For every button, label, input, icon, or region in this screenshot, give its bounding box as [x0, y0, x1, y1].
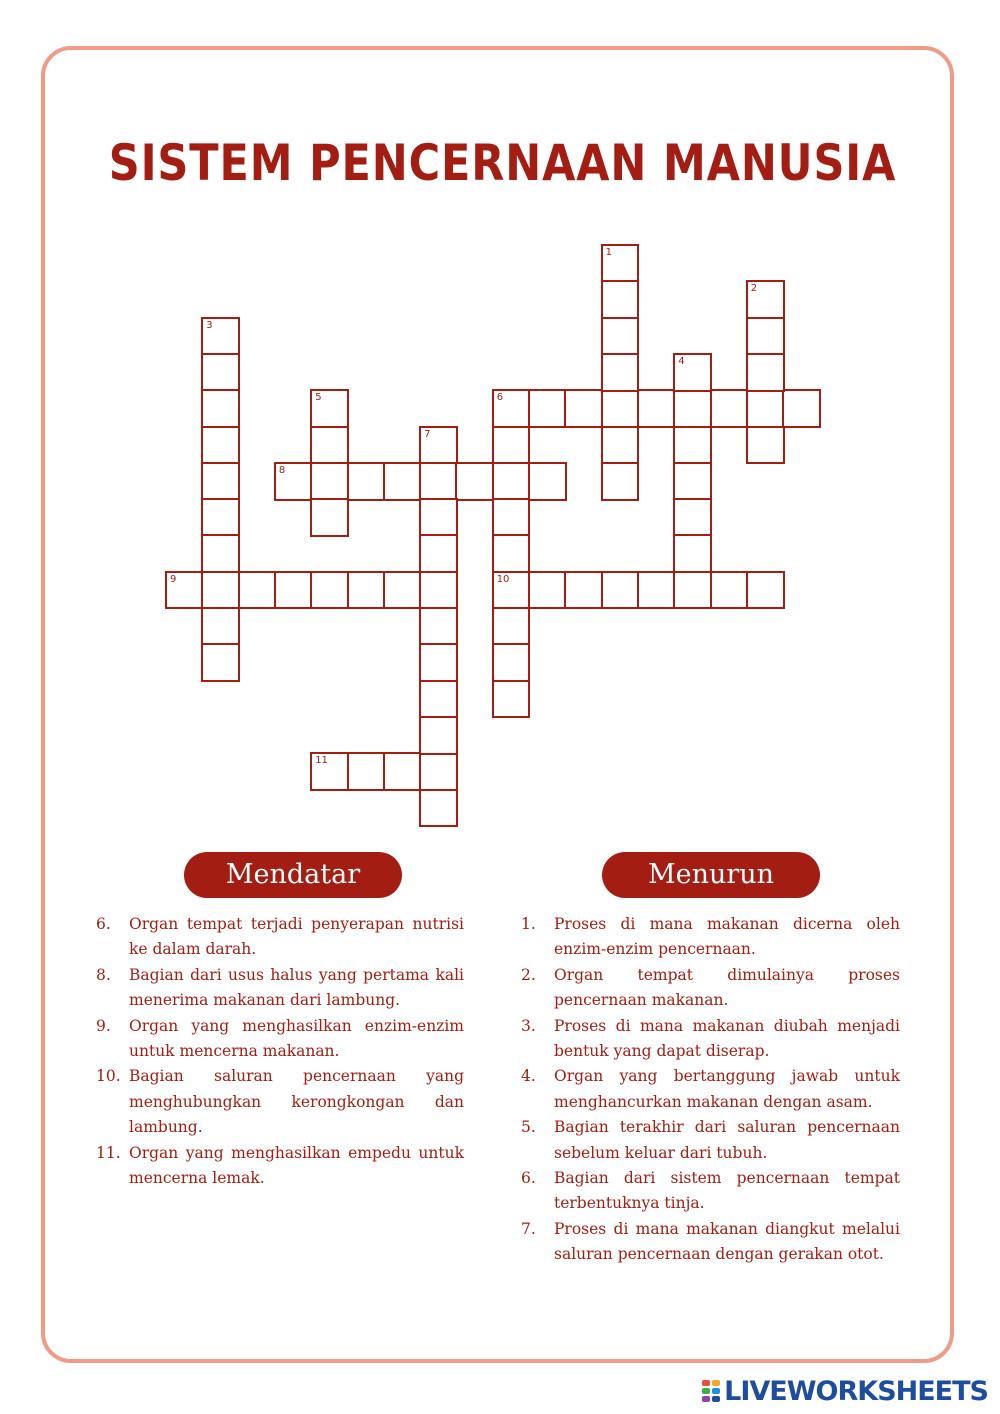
crossword-cell[interactable] [419, 680, 458, 719]
crossword-cell[interactable] [492, 680, 531, 719]
crossword-cell[interactable] [492, 389, 531, 428]
crossword-cell[interactable] [419, 571, 458, 610]
logo-square [702, 1388, 710, 1394]
page-title: SISTEM PENCERNAAN MANUSIA [108, 134, 897, 192]
across-clue-list [96, 912, 464, 1191]
crossword-cell[interactable] [492, 426, 531, 465]
clue-item [521, 963, 900, 1014]
logo-square [702, 1380, 710, 1386]
crossword-cell[interactable] [564, 571, 603, 610]
crossword-cell[interactable] [347, 571, 386, 610]
crossword-cell[interactable] [746, 571, 785, 610]
clue-number-label: 1 [605, 247, 612, 258]
crossword-cell[interactable] [637, 389, 676, 428]
crossword-cell[interactable] [492, 643, 531, 682]
clue-number-label: 11 [315, 755, 328, 767]
clue-number: 2. [521, 965, 536, 984]
crossword-cell[interactable] [419, 607, 458, 646]
crossword-cell[interactable] [201, 571, 240, 610]
crossword-cell[interactable] [310, 752, 349, 791]
crossword-cell[interactable] [419, 426, 458, 465]
crossword-cell[interactable] [601, 317, 640, 356]
crossword-cell[interactable] [601, 426, 640, 465]
crossword-cell[interactable] [310, 426, 349, 465]
clue-text: Organ yang bertanggung jawab untuk menghancurkan makanan dengan asam. [554, 1067, 900, 1111]
crossword-cell[interactable] [419, 462, 458, 501]
crossword-cell[interactable] [201, 317, 240, 356]
clue-item [96, 1064, 464, 1140]
crossword-cell[interactable] [201, 643, 240, 682]
crossword-cell[interactable] [710, 389, 749, 428]
clue-text: Bagian dari sistem pencernaan tempat terbentuknya tinja. [554, 1169, 900, 1213]
clue-number-label: 3 [206, 319, 213, 331]
crossword-cell[interactable] [673, 462, 712, 501]
crossword-cell[interactable] [201, 534, 240, 573]
across-heading: Mendatar [184, 852, 402, 898]
crossword-cell[interactable] [492, 498, 531, 537]
crossword-cell[interactable] [383, 752, 422, 791]
crossword-cell[interactable] [673, 571, 712, 610]
down-heading: Menurun [602, 852, 820, 898]
crossword-cell[interactable] [201, 353, 240, 392]
crossword-cell[interactable] [637, 571, 676, 610]
crossword-cell[interactable] [673, 498, 712, 537]
clue-number-label: 10 [496, 573, 510, 585]
crossword-cell[interactable] [419, 789, 458, 828]
logo-square [712, 1388, 720, 1394]
clue-item [96, 1141, 464, 1192]
clue-text: Bagian terakhir dari saluran pencernaan sebelum keluar dari tubuh. [554, 1118, 900, 1162]
clue-number-label: 2 [750, 283, 758, 295]
crossword-cell[interactable] [673, 389, 712, 428]
crossword-cell[interactable] [310, 462, 349, 501]
clue-text: Bagian saluran pencernaan yang menghubungkan kerongkongan dan lambung. [129, 1067, 464, 1137]
crossword-cell[interactable] [601, 389, 640, 428]
clue-text: Bagian dari usus halus yang pertama kali menerima makanan dari lambung. [129, 965, 464, 1010]
crossword-cell[interactable] [383, 462, 422, 501]
crossword-cell[interactable] [201, 389, 240, 428]
crossword-cell[interactable] [201, 498, 240, 537]
clue-item [521, 912, 900, 963]
brand-logo [701, 1376, 988, 1406]
clue-item [96, 912, 464, 963]
clue-number: 4. [521, 1067, 536, 1086]
clue-item [96, 1014, 464, 1065]
clue-number: 1. [521, 915, 536, 933]
clue-number: 9. [96, 1016, 111, 1035]
clue-item [521, 1166, 900, 1217]
clue-item [521, 1064, 900, 1115]
crossword-cell[interactable] [528, 571, 567, 610]
clue-number: 6. [96, 915, 111, 933]
logo-square [712, 1396, 720, 1402]
crossword-cell[interactable] [347, 752, 386, 791]
crossword-cell[interactable] [673, 353, 712, 392]
clue-number: 11. [96, 1143, 121, 1162]
logo-square [702, 1396, 710, 1402]
clue-item [521, 1014, 900, 1065]
crossword-cell[interactable] [601, 571, 640, 610]
crossword-cell[interactable] [564, 389, 603, 428]
crossword-cell[interactable] [201, 426, 240, 465]
crossword-cell[interactable] [419, 752, 458, 791]
logo-square [712, 1380, 720, 1386]
clue-number: 6. [521, 1169, 536, 1188]
clue-text: Proses di mana makanan dicerna oleh enzim-enzim pencernaan. [554, 915, 900, 959]
crossword-cell[interactable] [310, 389, 349, 428]
clue-number-label: 5 [315, 392, 322, 404]
clue-number: 7. [521, 1219, 536, 1238]
crossword-cell[interactable] [201, 462, 240, 501]
clue-item [521, 1217, 900, 1268]
clue-text: Organ yang menghasilkan enzim-enzim untuk mencerna makanan. [129, 1016, 464, 1061]
clue-text: Proses di mana makanan diangkut melalui saluran pencernaan dengan gerakan otot. [554, 1219, 900, 1264]
crossword-cell[interactable] [419, 498, 458, 537]
crossword-cell[interactable] [419, 534, 458, 573]
crossword-cell[interactable] [310, 571, 349, 610]
crossword-cell[interactable] [383, 571, 422, 610]
crossword-cell[interactable] [274, 462, 313, 501]
crossword-cell[interactable] [274, 571, 313, 610]
crossword-cell[interactable] [601, 244, 640, 283]
clue-text: Organ tempat dimulainya proses pencernaan makanan. [554, 965, 900, 1010]
crossword-cell[interactable] [238, 571, 277, 610]
clue-number-label: 6 [496, 392, 504, 404]
clue-number-label: 9 [170, 573, 177, 585]
crossword-cell[interactable] [528, 389, 567, 428]
liveworksheets-logo-icon [701, 1379, 721, 1403]
crossword-cell[interactable] [492, 462, 531, 501]
crossword-cell[interactable] [419, 716, 458, 755]
crossword-cell[interactable] [201, 607, 240, 646]
crossword-cell[interactable] [455, 462, 494, 501]
crossword-cell[interactable] [310, 498, 349, 537]
clue-number: 8. [96, 965, 111, 984]
clue-number: 10. [96, 1067, 121, 1086]
crossword-cell[interactable] [746, 280, 785, 319]
clue-number-label: 4 [678, 355, 685, 367]
clue-text: Proses di mana makanan diubah menjadi bentuk yang dapat diserap. [554, 1016, 900, 1061]
clue-text: Organ yang menghasilkan empedu untuk mencerna lemak. [129, 1143, 464, 1188]
clue-number-label: 8 [278, 464, 286, 476]
clue-number: 5. [521, 1118, 536, 1137]
clue-item [521, 1115, 900, 1166]
crossword-cell[interactable] [746, 317, 785, 356]
clue-number: 3. [521, 1016, 536, 1035]
crossword-cell[interactable] [673, 426, 712, 465]
crossword-cell[interactable] [601, 462, 640, 501]
brand-text: LIVEWORKSHEETS [724, 1375, 988, 1407]
crossword-cell[interactable] [601, 280, 640, 319]
crossword-cell[interactable] [746, 389, 785, 428]
clue-item [96, 963, 464, 1014]
crossword-cell[interactable] [710, 571, 749, 610]
down-clue-list [521, 912, 900, 1268]
crossword-cell[interactable] [601, 353, 640, 392]
crossword-cell[interactable] [492, 534, 531, 573]
crossword-cell[interactable] [746, 426, 785, 465]
crossword-cell[interactable] [673, 534, 712, 573]
crossword-cell[interactable] [492, 607, 531, 646]
crossword-cell[interactable] [419, 643, 458, 682]
crossword-cell[interactable] [347, 462, 386, 501]
crossword-cell[interactable] [782, 389, 821, 428]
clue-number-label: 7 [424, 428, 431, 440]
crossword-cell[interactable] [746, 353, 785, 392]
clue-text: Organ tempat terjadi penyerapan nutrisi ke dalam darah. [129, 915, 464, 959]
crossword-cell[interactable] [492, 571, 531, 610]
crossword-cell[interactable] [165, 571, 204, 610]
crossword-cell[interactable] [528, 462, 567, 501]
